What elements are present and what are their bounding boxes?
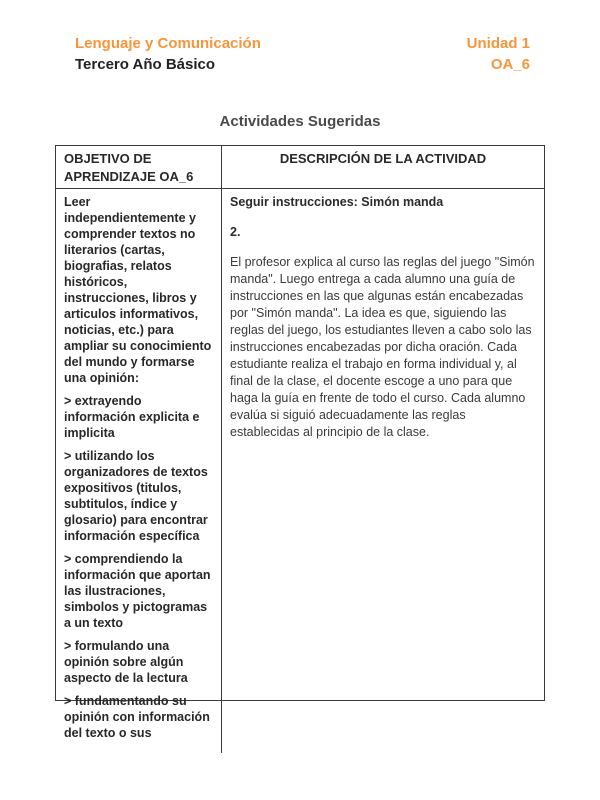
header-right-block — [467, 33, 530, 75]
objective-column-header: OBJETIVO DE APRENDIZAJE OA_6 — [56, 146, 222, 188]
activity-description: El profesor explica al curso las reglas del juego "Simón manda". Luego entrega a cada alumno una guía de instrucciones en las que algunas están encabezadas por "Simón manda". La idea es que, siguiendo las reglas del juego, los estudiantes lleven a cabo solo las instrucciones encabezadas por dicha oración. Cada estudiante realiza el trabajo en forma individual y, al final de la clase, el docente escoge a uno para que haga la guía en frente de todo el curso. Cada alumno evalúa si siguió adecuadamente las reglas establecidas al principio de la clase. — [230, 255, 535, 439]
page-title: Actividades Sugeridas — [219, 113, 381, 130]
oa-code-label: OA_6 — [490, 56, 530, 73]
table-header-row — [56, 146, 544, 189]
header-left-block — [75, 33, 261, 75]
activities-table — [55, 145, 545, 740]
table-body-row — [56, 189, 544, 740]
objective-intro: Leer independientemente y comprender textos no literarios (cartas, biografias, relatos históricos, instrucciones, libros y articulos informativos, noticias, etc.) para ampliar su conocimiento del mundo y formarse una opinión: — [64, 195, 212, 385]
activity-cell — [222, 189, 544, 753]
document-header — [0, 0, 600, 75]
objective-bullet-1: > extrayendo información explicita e implicita — [64, 394, 200, 440]
grade-title: Tercero Año Básico — [75, 56, 216, 73]
activity-heading: Seguir instrucciones: Simón manda — [230, 195, 444, 209]
activity-column-header: DESCRIPCIÓN DE LA ACTIVIDAD — [279, 151, 487, 166]
objective-bullet-2: > utilizando los organizadores de textos expositivos (titulos, subtitulos, índice y glosario) para encontrar información específica — [64, 449, 208, 543]
activity-number: 2. — [230, 225, 241, 239]
objective-bullet-5: > fundamentando su opinión con información del texto o sus — [64, 694, 210, 740]
objective-bullet-4: > formulando una opinión sobre algún aspecto de la lectura — [64, 639, 188, 685]
subject-title: Lenguaje y Comunicación — [75, 35, 261, 52]
objective-bullet-3: > comprendiendo la información que aportan las ilustraciones, simbolos y pictogramas a un texto — [64, 552, 211, 630]
objective-cell — [56, 189, 222, 753]
unit-label: Unidad 1 — [466, 35, 530, 52]
